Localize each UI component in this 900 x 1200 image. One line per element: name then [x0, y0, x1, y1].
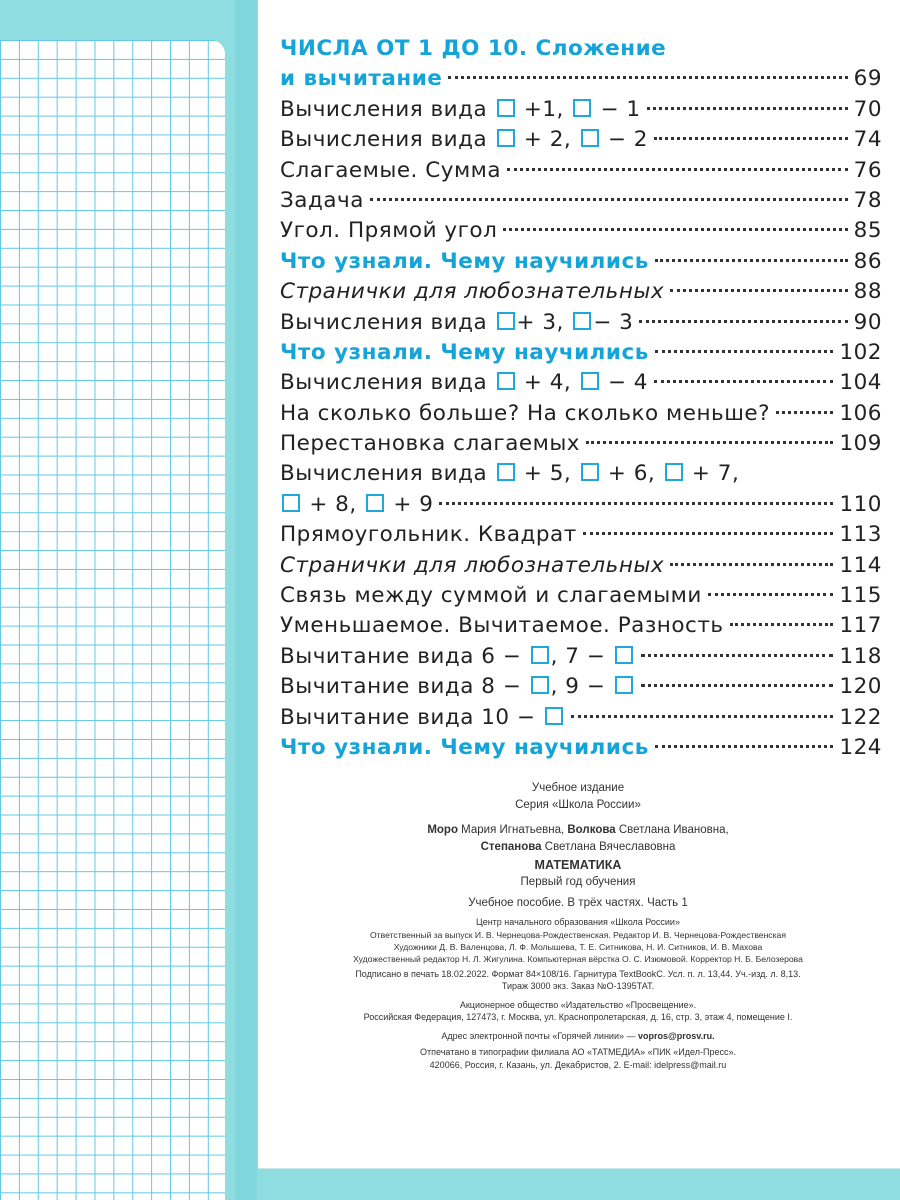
- author-surname: Моро: [427, 824, 458, 836]
- imprint-block: [278, 780, 878, 1071]
- toc-text: Вычитание вида 10 −: [280, 704, 543, 730]
- toc-entry: [280, 156, 882, 186]
- empty-square-icon: [497, 463, 515, 481]
- toc-text: + 4,: [516, 370, 579, 396]
- page-number: 69: [853, 66, 882, 92]
- dot-leader: [503, 228, 847, 231]
- toc-text: − 1: [593, 96, 641, 122]
- page-number: 90: [853, 309, 882, 335]
- toc-text: Задача: [280, 187, 364, 213]
- page-number: 113: [839, 522, 882, 548]
- page-number: 85: [853, 218, 882, 244]
- dot-leader: [655, 745, 834, 748]
- empty-square-icon: [497, 129, 515, 147]
- toc-text: + 7,: [684, 461, 740, 487]
- author-name: Мария Игнатьевна,: [457, 824, 568, 836]
- dot-leader: [448, 76, 847, 79]
- toc-entry-wrapped: [280, 459, 882, 520]
- toc-entry: [280, 95, 882, 125]
- toc-entry: [280, 125, 882, 155]
- toc-entry-title: [280, 277, 664, 307]
- toc-text: Что узнали. Чему научились: [280, 339, 649, 365]
- page-number: 120: [839, 674, 882, 700]
- toc-entry: [280, 186, 882, 216]
- chapter-title-row: [280, 64, 882, 94]
- edition-type: Учебное издание: [531, 782, 625, 794]
- empty-square-icon: [665, 463, 683, 481]
- author-surname: Волкова: [567, 824, 616, 836]
- toc-entry: [280, 308, 882, 338]
- toc-entry: [280, 703, 882, 733]
- page-number: 117: [839, 613, 882, 639]
- toc-entry: [280, 368, 882, 398]
- toc-entry: [280, 733, 882, 763]
- toc-text: Что узнали. Чему научились: [280, 734, 649, 760]
- author-name: Светлана Ивановна,: [615, 824, 729, 836]
- toc-text: + 6,: [600, 461, 663, 487]
- artists: Художники Д. В. Валенцова, Л. Ф. Молышева, Т. Е. Ситникова, Н. И. Ситников, И. В. Махова: [393, 941, 763, 952]
- empty-square-icon: [615, 646, 633, 664]
- toc-text: Странички для любознательных: [280, 279, 665, 305]
- dot-leader: [571, 715, 834, 718]
- toc-entry-title: [280, 368, 648, 398]
- page-number: 114: [839, 552, 882, 578]
- toc-entry-row: [280, 490, 882, 520]
- printing-house: Отпечатано в типографии филиала АО «ТАТМЕДИА» «ПИК «Идел-Пресс».: [420, 1047, 736, 1057]
- empty-square-icon: [545, 707, 563, 725]
- toc-text: , 7 −: [550, 643, 613, 669]
- authors-line2: [278, 839, 878, 856]
- book-title: МАТЕМАТИКА: [534, 858, 622, 872]
- publisher-address: Российская Федерация, 127473, г. Москва, ул. Краснопролетарская, д. 16, стр. 3, этаж 4, помещение I.: [363, 1012, 793, 1022]
- toc-text: + 2,: [516, 127, 579, 153]
- page-number: 78: [853, 187, 882, 213]
- page-spine: [235, 0, 257, 1200]
- toc-entry-title: [280, 672, 635, 702]
- toc-entry-title: [280, 247, 649, 277]
- toc-entry-title: [280, 581, 702, 611]
- toc-text: + 5,: [516, 461, 579, 487]
- toc-entry: [280, 338, 882, 368]
- technical-staff: Художественный редактор Н. Л. Жигулина. Компьютерная вёрстка О. С. Изюмовой. Корректор Н. Б. Белозерова: [353, 953, 803, 964]
- toc-text: Вычисления вида: [280, 96, 495, 122]
- dot-leader: [654, 137, 848, 140]
- toc-entry: [280, 429, 882, 459]
- dot-leader: [670, 289, 848, 292]
- page-number: 102: [839, 339, 882, 365]
- toc-text: Что узнали. Чему научились: [280, 248, 649, 274]
- toc-text: − 3: [593, 309, 634, 335]
- empty-square-icon: [531, 646, 549, 664]
- empty-square-icon: [366, 494, 384, 512]
- dot-leader: [641, 654, 834, 657]
- toc-entry: [280, 399, 882, 429]
- page-number: 109: [839, 431, 882, 457]
- dot-leader: [507, 168, 848, 171]
- toc-text: Вычисления вида: [280, 309, 495, 335]
- toc-text: + 8,: [302, 491, 365, 517]
- hotline: [278, 1030, 878, 1043]
- toc-entry-title: [280, 642, 635, 672]
- hotline-email: vopros@prosv.ru.: [638, 1030, 715, 1041]
- dot-leader: [647, 107, 848, 110]
- print-run: Тираж 3000 экз. Заказ №О-1395ТАТ.: [501, 981, 655, 991]
- series-name: Серия «Школа России»: [515, 799, 641, 811]
- toc-entry: [280, 581, 882, 611]
- empty-square-icon: [581, 463, 599, 481]
- toc-text: Вычисления вида: [280, 461, 495, 487]
- toc-text: , 9 −: [550, 674, 613, 700]
- toc-text: + 3,: [516, 309, 572, 335]
- author-name: Светлана Вячеславовна: [541, 841, 676, 853]
- chapter-title-line1: ЧИСЛА ОТ 1 ДО 10. Сложение: [280, 36, 667, 61]
- page-number: 110: [839, 491, 882, 517]
- dot-leader: [670, 563, 833, 566]
- toc-text: − 2: [600, 127, 648, 153]
- toc-text: + 9: [386, 491, 434, 517]
- dot-leader: [439, 502, 833, 505]
- page-number: 106: [839, 400, 882, 426]
- toc-entry: [280, 520, 882, 550]
- page-number: 124: [839, 734, 882, 760]
- dot-leader: [641, 684, 834, 687]
- dot-leader: [586, 441, 833, 444]
- manual-part: Учебное пособие. В трёх частях. Часть 1: [468, 897, 688, 909]
- toc-text: Странички для любознательных: [280, 552, 665, 578]
- page-number: 122: [839, 704, 882, 730]
- page-number: 74: [853, 127, 882, 153]
- print-details: Подписано в печать 18.02.2022. Формат 84×108/16. Гарнитура TextBookC. Усл. п. л. 13,44. Уч.-изд. л. 8,13.: [355, 968, 801, 979]
- toc-entry-title: [280, 308, 633, 338]
- toc-entry: [280, 551, 882, 581]
- toc-entry-title: [280, 611, 724, 641]
- empty-square-icon: [531, 676, 549, 694]
- toc-entry-title: [280, 429, 580, 459]
- toc-text: Вычитание вида 8 −: [280, 674, 529, 700]
- toc-entry-title: [280, 733, 649, 763]
- page-number: 86: [853, 248, 882, 274]
- empty-square-icon: [282, 494, 300, 512]
- study-year: Первый год обучения: [520, 876, 636, 888]
- toc-entry-title: [280, 156, 501, 186]
- toc-text: Слагаемые. Сумма: [280, 157, 502, 183]
- page-number: 88: [853, 279, 882, 305]
- toc-text: Перестановка слагаемых: [280, 431, 581, 457]
- page-number: 76: [853, 157, 882, 183]
- toc-text: Вычисления вида: [280, 370, 495, 396]
- dot-leader: [654, 380, 834, 383]
- publisher-name: Акционерное общество «Издательство «Просвещение».: [459, 999, 697, 1010]
- toc-entry: [280, 672, 882, 702]
- toc-list: [280, 520, 882, 763]
- toc-entry-title: [280, 125, 648, 155]
- dot-leader: [708, 593, 834, 596]
- empty-square-icon: [615, 676, 633, 694]
- empty-square-icon: [581, 372, 599, 390]
- dot-leader: [730, 623, 834, 626]
- toc-text: На сколько больше? На сколько меньше?: [280, 400, 771, 426]
- dot-leader: [776, 411, 833, 414]
- toc-entry-title-line1: [280, 459, 882, 489]
- dot-leader: [583, 532, 834, 535]
- empty-square-icon: [573, 99, 591, 117]
- empty-square-icon: [497, 312, 515, 330]
- toc-text: Вычисления вида: [280, 127, 495, 153]
- dot-leader: [639, 320, 847, 323]
- printing-house-address: 420066, Россия, г. Казань, ул. Декабристов, 2. E-mail: idelpress@mail.ru: [429, 1059, 727, 1070]
- dot-leader: [655, 259, 848, 262]
- toc-entry-title: [280, 399, 770, 429]
- chapter-title-line2: и вычитание: [280, 66, 443, 92]
- responsible-editor: Ответственный за выпуск И. В. Чернецова-Рождественская. Редактор И. В. Чернецова-Рождественская: [369, 929, 786, 940]
- toc-entry-title: [280, 551, 664, 581]
- toc-text: Прямоугольник. Квадрат: [280, 522, 577, 548]
- toc-text: Уменьшаемое. Вычитаемое. Разность: [280, 613, 724, 639]
- toc-entry-title: [280, 186, 364, 216]
- page-number: 115: [839, 583, 882, 609]
- toc-entry: [280, 277, 882, 307]
- toc-text: Связь между суммой и слагаемыми: [280, 583, 702, 609]
- toc-text: +1,: [516, 96, 572, 122]
- page-number: 118: [839, 643, 882, 669]
- education-center: Центр начального образования «Школа России»: [476, 917, 680, 927]
- toc-entry-title: [280, 216, 497, 246]
- book-page: [258, 0, 900, 1169]
- empty-square-icon: [497, 99, 515, 117]
- toc-entry: [280, 247, 882, 277]
- toc-text: − 4: [600, 370, 648, 396]
- hotline-label: Адрес электронной почты «Горячей линии» —: [441, 1030, 638, 1041]
- page-number: 104: [839, 370, 882, 396]
- page-number: 70: [853, 96, 882, 122]
- toc-entry: [280, 611, 882, 641]
- dot-leader: [370, 198, 848, 201]
- toc-entry-title: [280, 338, 649, 368]
- toc-entry: [280, 642, 882, 672]
- toc-entry: [280, 216, 882, 246]
- toc-entry-title: [280, 95, 641, 125]
- authors-line1: [278, 822, 878, 839]
- empty-square-icon: [497, 372, 515, 390]
- empty-square-icon: [573, 312, 591, 330]
- dot-leader: [655, 350, 834, 353]
- toc-entry-title-line2: [280, 490, 433, 520]
- toc-text: Вычитание вида 6 −: [280, 643, 529, 669]
- toc-text: Угол. Прямой угол: [280, 218, 498, 244]
- toc-entry-title: [280, 703, 565, 733]
- graph-paper-panel: [0, 40, 225, 1200]
- table-of-contents: [280, 34, 882, 763]
- empty-square-icon: [581, 129, 599, 147]
- toc-entry-title: [280, 520, 577, 550]
- toc-list: [280, 95, 882, 460]
- author-surname: Степанова: [480, 841, 542, 853]
